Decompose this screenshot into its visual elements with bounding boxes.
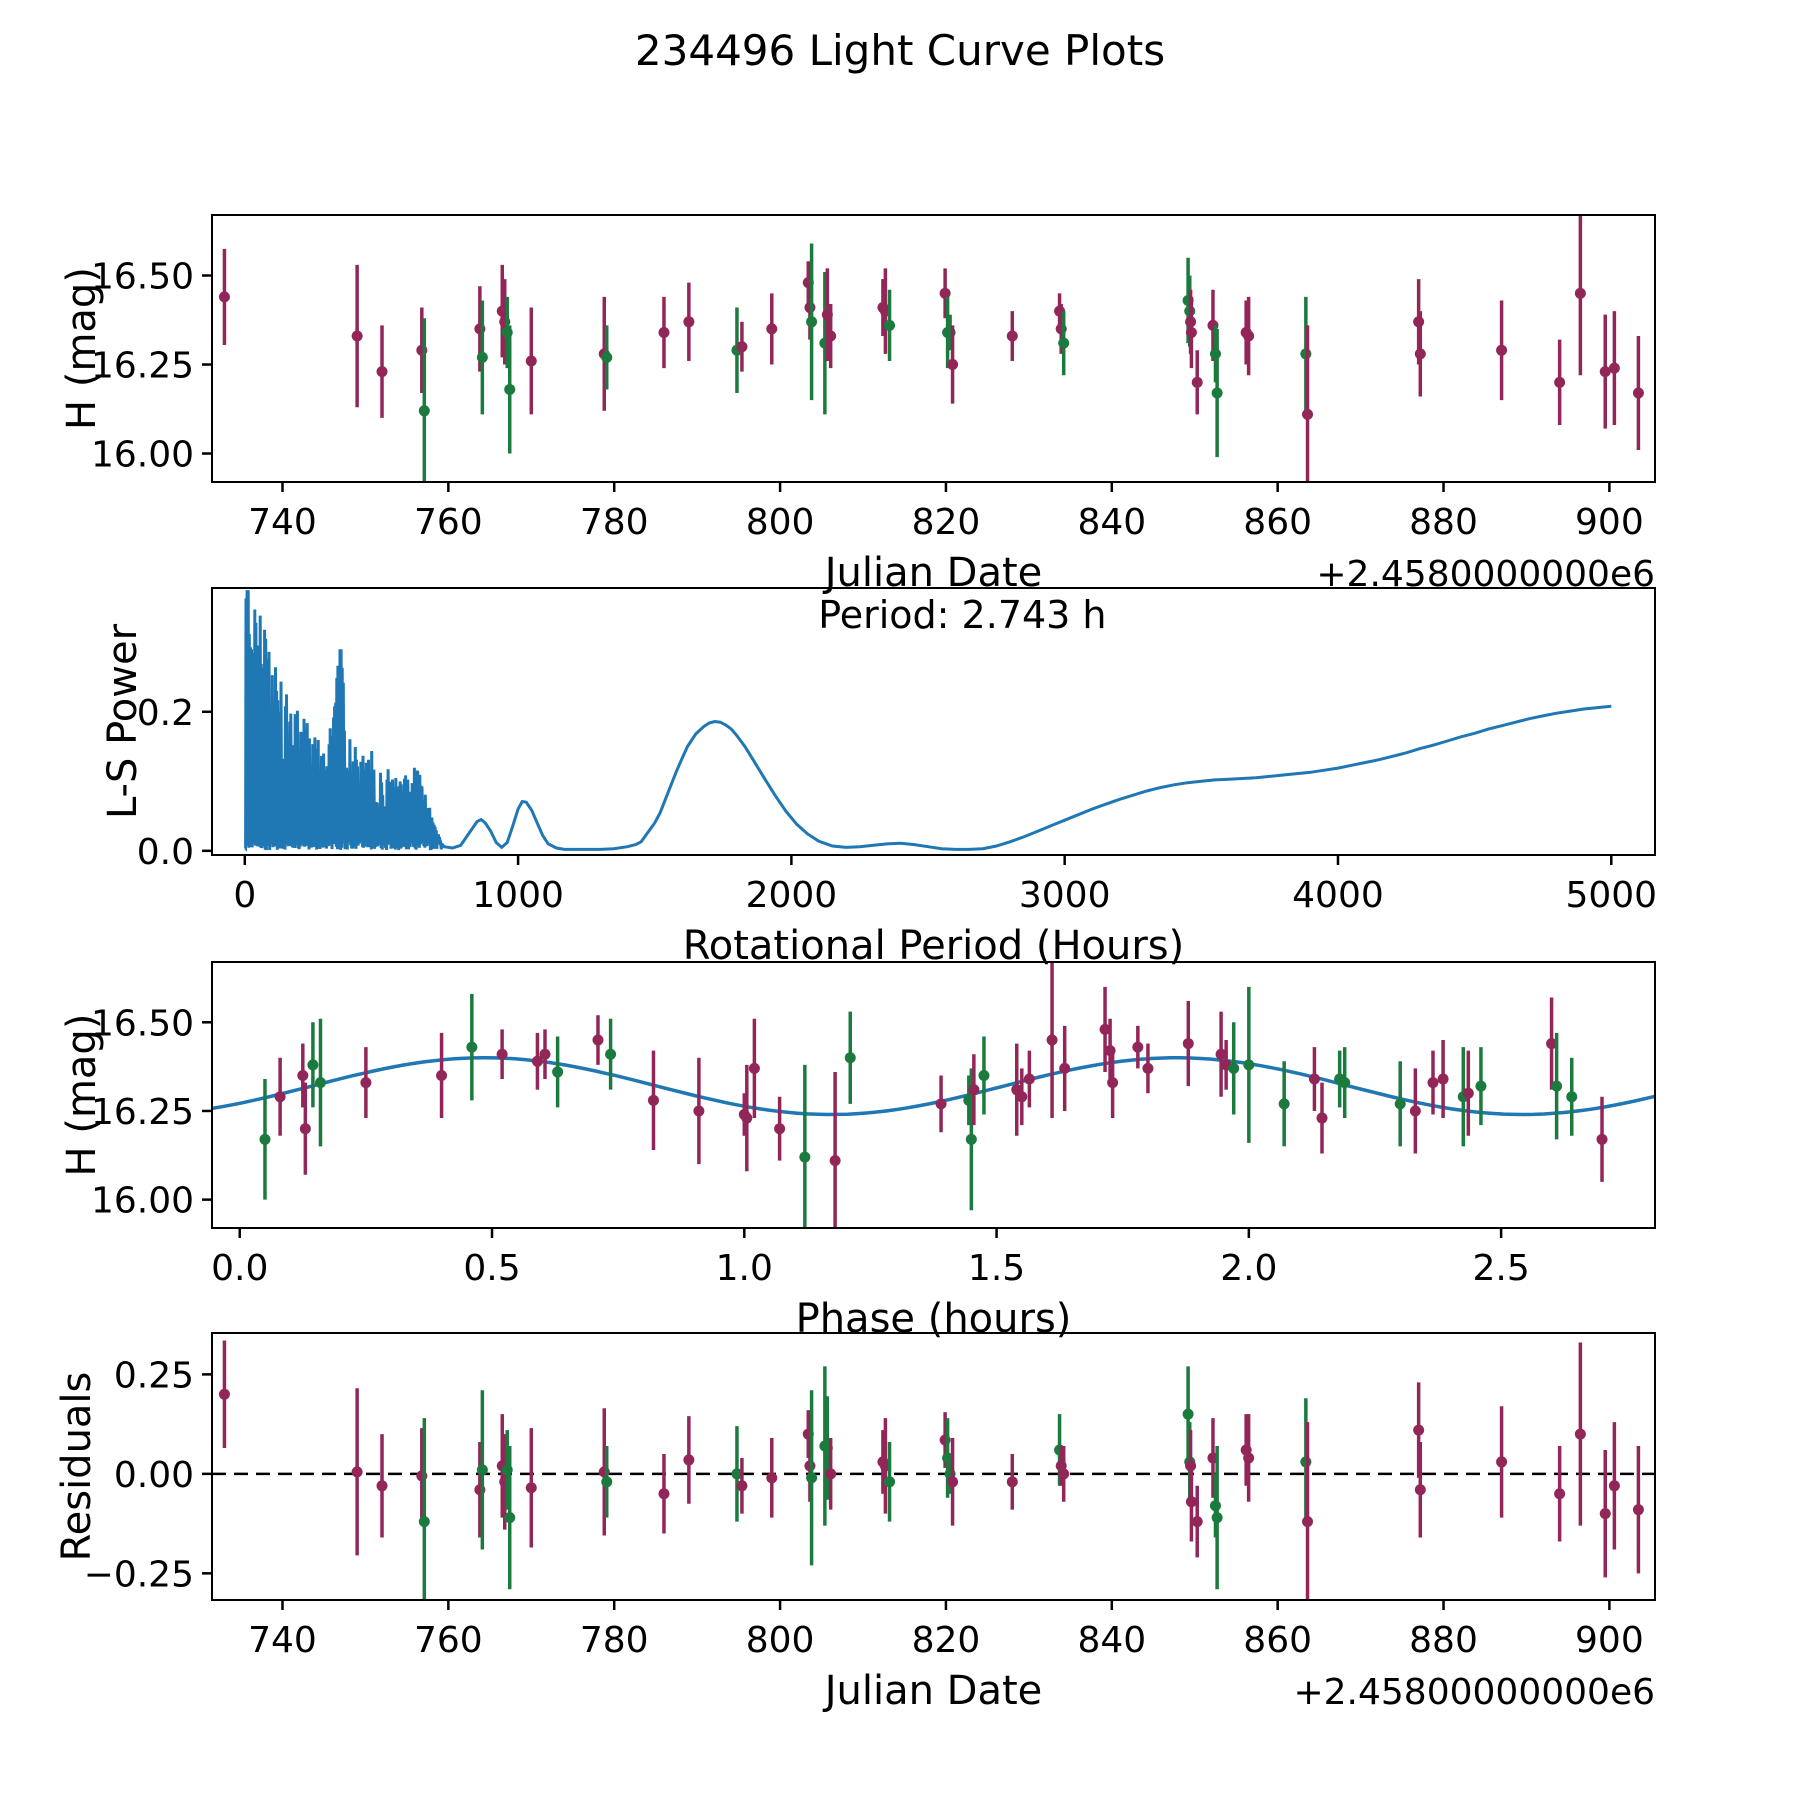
data-point bbox=[1243, 331, 1254, 342]
x-tick-label: 4000 bbox=[1292, 875, 1384, 916]
data-point bbox=[1243, 1059, 1254, 1070]
data-point bbox=[605, 1049, 616, 1060]
data-point bbox=[352, 331, 363, 342]
y-tick-label: 0.2 bbox=[136, 692, 194, 734]
figure-title: 234496 Light Curve Plots bbox=[634, 26, 1166, 75]
data-point bbox=[1475, 1081, 1486, 1092]
y-tick-label: −0.25 bbox=[83, 1554, 194, 1596]
x-tick-label: 5000 bbox=[1565, 875, 1658, 916]
x-tick-label: 900 bbox=[1575, 1620, 1644, 1661]
data-point bbox=[1566, 1091, 1577, 1102]
data-point bbox=[1575, 288, 1586, 299]
data-point bbox=[1309, 1074, 1320, 1085]
data-point bbox=[830, 1155, 841, 1166]
data-point bbox=[658, 1488, 669, 1499]
x-tick-label: 900 bbox=[1575, 502, 1644, 543]
data-point bbox=[1413, 1425, 1424, 1436]
data-point bbox=[683, 316, 694, 327]
data-point bbox=[884, 1476, 895, 1487]
data-point bbox=[297, 1070, 308, 1081]
x-tick-label: 800 bbox=[745, 1620, 815, 1661]
data-point bbox=[1575, 1429, 1586, 1440]
x-tick-label: 3000 bbox=[1018, 875, 1111, 916]
data-point bbox=[419, 405, 430, 416]
x-axis-label: Julian Date bbox=[824, 550, 1043, 596]
x-tick-label: 0.5 bbox=[463, 1248, 521, 1289]
x-axis-label: Phase (hours) bbox=[795, 1296, 1072, 1342]
data-point bbox=[1302, 409, 1313, 420]
data-point bbox=[1007, 331, 1018, 342]
y-tick-label: 16.00 bbox=[90, 1180, 194, 1222]
x-tick-label: 1.0 bbox=[715, 1248, 773, 1289]
data-point bbox=[259, 1134, 270, 1145]
x-tick-label: 740 bbox=[248, 1620, 317, 1661]
data-point bbox=[978, 1070, 989, 1081]
data-point bbox=[592, 1035, 603, 1046]
x-axis-label: Julian Date bbox=[824, 1668, 1043, 1714]
x-tick-label: 0 bbox=[233, 875, 257, 916]
data-point bbox=[1142, 1063, 1153, 1074]
x-tick-label: 1000 bbox=[472, 875, 564, 916]
data-point bbox=[275, 1091, 286, 1102]
data-point bbox=[1212, 1512, 1223, 1523]
x-axis-offset-text: +2.4580000000e6 bbox=[1316, 554, 1655, 595]
x-tick-label: 2.0 bbox=[1220, 1248, 1278, 1289]
data-point bbox=[1007, 1476, 1018, 1487]
data-point bbox=[219, 1389, 230, 1400]
data-point bbox=[1496, 1456, 1507, 1467]
data-point bbox=[1186, 1496, 1197, 1507]
data-point bbox=[736, 1480, 747, 1491]
data-point bbox=[1554, 377, 1565, 388]
data-point bbox=[947, 359, 958, 370]
phase-curve-content bbox=[212, 962, 1655, 1249]
data-point bbox=[1317, 1113, 1328, 1124]
data-point bbox=[1554, 1488, 1565, 1499]
data-point bbox=[504, 1512, 515, 1523]
subplot-residuals bbox=[54, 1333, 1655, 1714]
data-point bbox=[1279, 1098, 1290, 1109]
data-point bbox=[307, 1059, 318, 1070]
data-point bbox=[300, 1123, 311, 1134]
y-axis-label: L-S Power bbox=[100, 623, 146, 820]
x-tick-label: 2.5 bbox=[1472, 1248, 1530, 1289]
data-point bbox=[601, 1476, 612, 1487]
axes-frame bbox=[212, 962, 1655, 1228]
data-point bbox=[1228, 1063, 1239, 1074]
data-point bbox=[1428, 1077, 1439, 1088]
data-point bbox=[683, 1454, 694, 1465]
data-point bbox=[552, 1066, 563, 1077]
data-point bbox=[1551, 1081, 1562, 1092]
data-point bbox=[1024, 1074, 1035, 1085]
x-axis-label: Rotational Period (Hours) bbox=[682, 923, 1185, 969]
x-tick-label: 880 bbox=[1409, 1620, 1478, 1661]
x-tick-label: 2000 bbox=[745, 875, 838, 916]
subplot-periodogram bbox=[100, 588, 1657, 969]
x-tick-label: 820 bbox=[911, 1620, 981, 1661]
data-point bbox=[1609, 363, 1620, 374]
data-point bbox=[1058, 1468, 1069, 1479]
x-tick-label: 860 bbox=[1243, 1620, 1313, 1661]
data-point bbox=[1597, 1134, 1608, 1145]
data-point bbox=[477, 1464, 488, 1475]
data-point bbox=[806, 1472, 817, 1483]
data-point bbox=[799, 1152, 810, 1163]
data-point bbox=[601, 352, 612, 363]
x-tick-label: 760 bbox=[413, 1620, 483, 1661]
data-point bbox=[1192, 1516, 1203, 1527]
data-point bbox=[806, 316, 817, 327]
data-point bbox=[1058, 338, 1069, 349]
data-point bbox=[1438, 1074, 1449, 1085]
subplot-phase-curve bbox=[59, 962, 1655, 1342]
y-axis-label: H (mag) bbox=[59, 1013, 105, 1177]
data-point bbox=[1183, 1038, 1194, 1049]
data-point bbox=[825, 1468, 836, 1479]
x-tick-label: 760 bbox=[413, 502, 483, 543]
data-point bbox=[1183, 1409, 1194, 1420]
data-point bbox=[741, 1113, 752, 1124]
x-tick-label: 0.0 bbox=[211, 1248, 269, 1289]
data-point bbox=[436, 1070, 447, 1081]
data-point bbox=[1243, 1452, 1254, 1463]
y-tick-label: 16.50 bbox=[90, 256, 194, 298]
data-point bbox=[845, 1052, 856, 1063]
x-tick-label: 840 bbox=[1077, 502, 1147, 543]
period-annotation: Period: 2.743 h bbox=[818, 593, 1107, 637]
data-point bbox=[540, 1049, 551, 1060]
x-tick-label: 860 bbox=[1243, 502, 1313, 543]
data-point bbox=[315, 1077, 326, 1088]
data-point bbox=[1496, 345, 1507, 356]
subplot-light-curve bbox=[59, 211, 1655, 596]
x-axis-offset-text: +2.45800000000e6 bbox=[1293, 1672, 1655, 1713]
data-point bbox=[1192, 377, 1203, 388]
data-point bbox=[1633, 388, 1644, 399]
data-point bbox=[377, 366, 388, 377]
data-point bbox=[1633, 1504, 1644, 1515]
y-tick-label: 16.25 bbox=[90, 1091, 194, 1133]
data-point bbox=[1415, 348, 1426, 359]
y-tick-label: 16.50 bbox=[90, 1003, 194, 1045]
data-point bbox=[377, 1480, 388, 1491]
data-point bbox=[1016, 1091, 1027, 1102]
x-tick-label: 820 bbox=[911, 502, 981, 543]
data-point bbox=[825, 331, 836, 342]
data-point bbox=[648, 1095, 659, 1106]
data-point bbox=[1609, 1480, 1620, 1491]
data-point bbox=[774, 1123, 785, 1134]
data-point bbox=[966, 1134, 977, 1145]
x-tick-label: 1.5 bbox=[967, 1248, 1026, 1289]
data-point bbox=[749, 1063, 760, 1074]
data-point bbox=[1395, 1098, 1406, 1109]
data-point bbox=[477, 352, 488, 363]
data-point bbox=[1132, 1042, 1143, 1053]
y-tick-label: 16.25 bbox=[90, 345, 194, 387]
data-point bbox=[1410, 1105, 1421, 1116]
data-point bbox=[466, 1042, 477, 1053]
data-point bbox=[1600, 1508, 1611, 1519]
data-point bbox=[1339, 1077, 1350, 1088]
y-tick-label: 0.0 bbox=[136, 831, 194, 873]
light-curve-content bbox=[219, 211, 1644, 503]
data-point bbox=[526, 355, 537, 366]
data-point bbox=[1212, 388, 1223, 399]
data-point bbox=[1302, 1516, 1313, 1527]
x-tick-label: 780 bbox=[579, 502, 649, 543]
x-tick-label: 840 bbox=[1077, 1620, 1147, 1661]
data-point bbox=[504, 384, 515, 395]
data-point bbox=[360, 1077, 371, 1088]
axes-frame bbox=[212, 1333, 1655, 1600]
axes-frame bbox=[212, 215, 1655, 482]
data-point bbox=[766, 323, 777, 334]
x-tick-label: 740 bbox=[248, 502, 317, 543]
data-point bbox=[526, 1482, 537, 1493]
data-point bbox=[497, 1049, 508, 1060]
data-point bbox=[693, 1105, 704, 1116]
data-point bbox=[219, 291, 230, 302]
y-axis-label: Residuals bbox=[54, 1371, 100, 1562]
residuals-content bbox=[212, 1341, 1655, 1626]
x-tick-label: 880 bbox=[1409, 502, 1478, 543]
y-tick-label: 16.00 bbox=[90, 434, 194, 476]
data-point bbox=[419, 1516, 430, 1527]
data-point bbox=[352, 1466, 363, 1477]
data-point bbox=[884, 320, 895, 331]
data-point bbox=[736, 341, 747, 352]
sine-fit-line bbox=[212, 1058, 1655, 1115]
x-tick-label: 800 bbox=[745, 502, 815, 543]
data-point bbox=[1047, 1035, 1058, 1046]
y-axis-label: H (mag) bbox=[59, 267, 105, 430]
data-point bbox=[1186, 327, 1197, 338]
data-point bbox=[1059, 1063, 1070, 1074]
data-point bbox=[947, 1476, 958, 1487]
y-tick-label: 0.00 bbox=[113, 1454, 194, 1496]
x-tick-label: 780 bbox=[579, 1620, 649, 1661]
data-point bbox=[1415, 1484, 1426, 1495]
data-point bbox=[936, 1098, 947, 1109]
data-point bbox=[1107, 1077, 1118, 1088]
data-point bbox=[1463, 1088, 1474, 1099]
data-point bbox=[766, 1472, 777, 1483]
data-point bbox=[968, 1084, 979, 1095]
data-point bbox=[658, 327, 669, 338]
y-tick-label: 0.25 bbox=[113, 1355, 194, 1397]
